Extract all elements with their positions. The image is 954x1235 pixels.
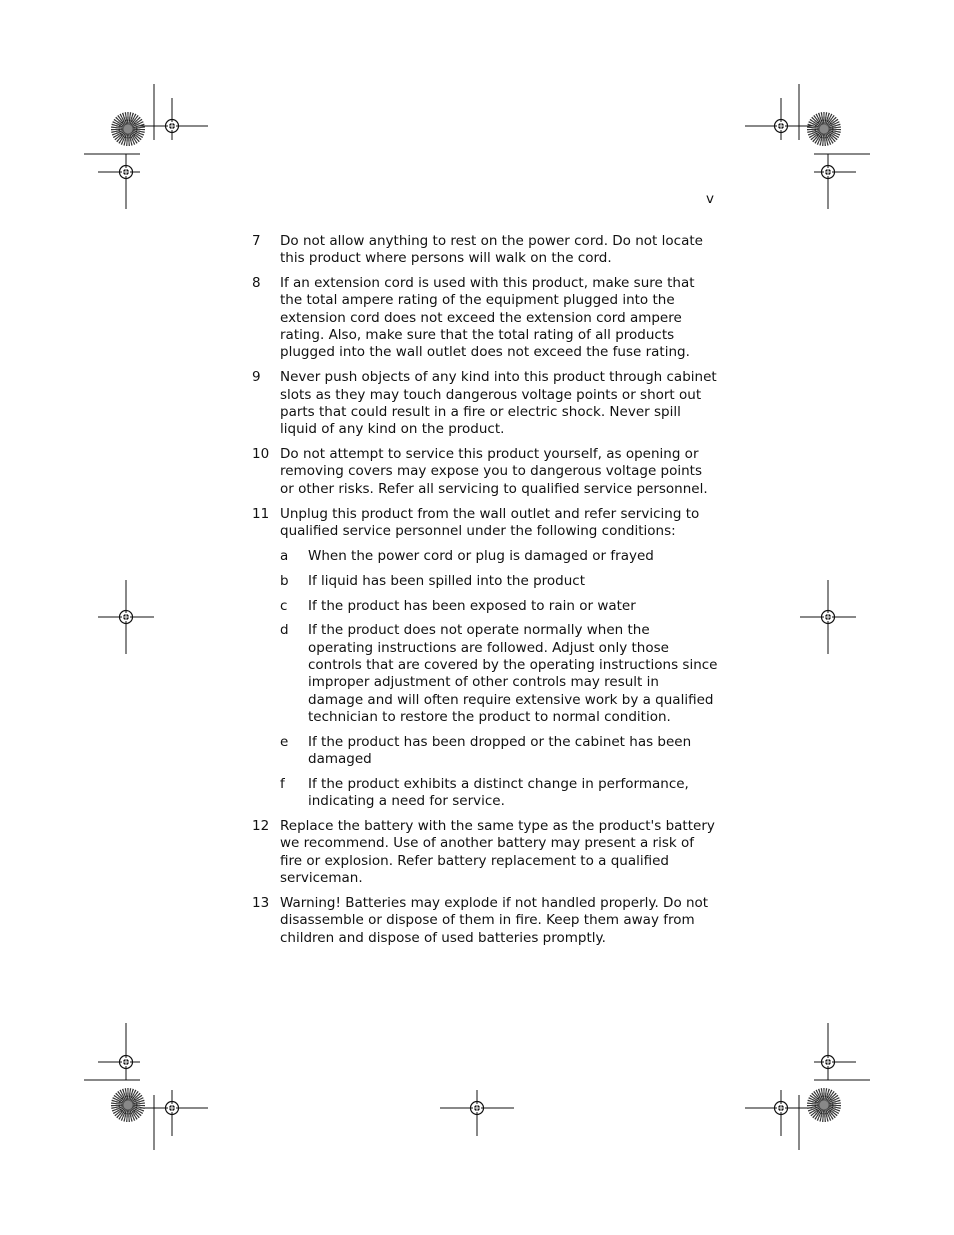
item-number: 13 <box>252 894 270 911</box>
item-text: Replace the battery with the same type as the product's battery we recommend. Use of another battery may present a risk of fire or explosion. Refer battery replacement to a qualified serviceman. <box>280 818 715 887</box>
item-number: 12 <box>252 818 270 835</box>
sub-item-text: If the product exhibits a distinct change in performance, indicating a need for service. <box>308 775 689 810</box>
sub-item <box>280 548 718 565</box>
sub-item <box>280 734 718 769</box>
item-number: 10 <box>252 446 270 463</box>
item-number: 11 <box>252 505 270 522</box>
item-text: Unplug this product from the wall outlet and refer servicing to qualified service personnel under the following conditions: <box>280 505 700 539</box>
list-item <box>252 369 718 438</box>
sub-item-text: If liquid has been spilled into the product <box>308 572 585 589</box>
item-text: Never push objects of any kind into this product through cabinet slots as they may touch dangerous voltage points or short out parts that could result in a fire or electric shock. Never spill liquid of any kind on the product. <box>280 369 717 438</box>
sub-item-text: If the product has been exposed to rain or water <box>308 597 636 614</box>
item-text: Do not allow anything to rest on the power cord. Do not locate this product where persons will walk on the cord. <box>280 233 703 267</box>
list-item <box>252 275 718 361</box>
list-item <box>252 446 718 498</box>
sub-item-letter: c <box>280 597 288 614</box>
sub-item <box>280 622 718 726</box>
sub-item-text: When the power cord or plug is damaged or frayed <box>308 547 654 564</box>
list-item <box>252 506 718 811</box>
list-item <box>252 233 718 268</box>
page-number: v <box>706 191 714 207</box>
sub-item <box>280 776 718 811</box>
item-text: Warning! Batteries may explode if not handled properly. Do not disassemble or dispose of them in fire. Keep them away from children and dispose of used batteries promptly. <box>280 894 709 946</box>
sub-item <box>280 573 718 590</box>
item-text: Do not attempt to service this product yourself, as opening or removing covers may expose you to dangerous voltage points or other risks. Refer all servicing to qualified service personnel. <box>280 446 708 497</box>
item-body <box>280 506 718 811</box>
safety-instructions-list <box>252 233 718 954</box>
sub-item-letter: b <box>280 572 289 589</box>
item-number: 9 <box>252 369 261 386</box>
sub-item-letter: a <box>280 547 289 564</box>
item-text: If an extension cord is used with this product, make sure that the total ampere rating of the equipment plugged into the extension cord does not exceed the extension cord ampere rating. Also, make sure that the total rating of all products plugged into the wall outlet does not exceed the fuse rating. <box>280 275 695 361</box>
sub-item-letter: f <box>280 775 285 792</box>
sub-item-text: If the product has been dropped or the cabinet has been damaged <box>308 733 692 768</box>
sub-item <box>280 598 718 615</box>
list-item <box>252 895 718 947</box>
item-number: 7 <box>252 233 261 249</box>
sub-item-letter: e <box>280 733 289 750</box>
list-item <box>252 818 718 887</box>
sub-item-letter: d <box>280 622 289 639</box>
item-number: 8 <box>252 275 261 292</box>
sub-item-text: If the product does not operate normally when the operating instructions are followed. Adjust only those controls that are covered by the operating instructions since improper adjustment of other controls may result in damage and will often require extensive work by a qualified technician to restore the product to normal condition. <box>308 622 718 725</box>
